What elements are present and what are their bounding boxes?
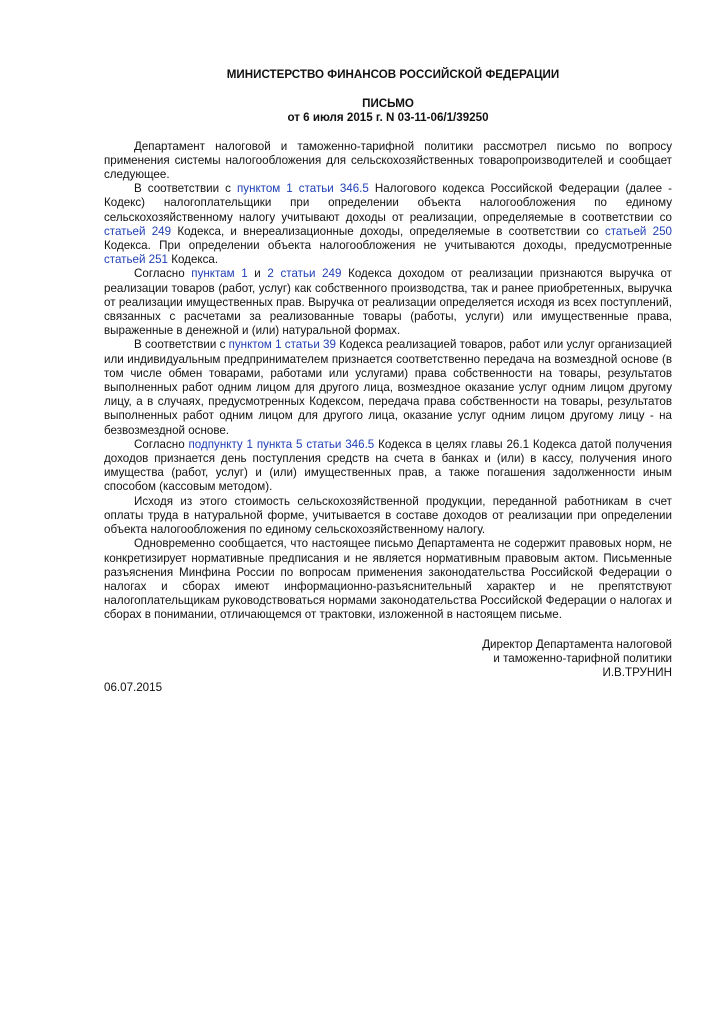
link-article-250[interactable]: статьей 250: [604, 224, 672, 238]
document-date-number: от 6 июля 2015 г. N 03-11-06/1/39250: [287, 111, 489, 125]
document-type: ПИСЬМО: [362, 97, 414, 111]
paragraph-text: Кодекса в целях главы 26.1 Кодекса датой получения доходов признается день поступления средств на счета в банках и (или) в кассу, получения иного имущества (работ, услуг) и (или) имущественных прав, а также погашения задолженности иным способом (кассовым методом).: [104, 437, 672, 494]
paragraph-text: В соответствии с: [134, 338, 229, 352]
paragraph-text: Налогового кодекса Российской Федерации (далее - Кодекс) налогоплательщики при определении объекта налогообложения по единому сельскохозяйственному налогу учитывают доходы от реализации, определяемые в соответствии со: [104, 182, 673, 224]
signature-name: И.В.ТРУНИН: [602, 665, 672, 679]
link-point-2-article-249[interactable]: 2 статьи 249: [267, 267, 342, 281]
paragraph-subpoint-346-5: [104, 438, 672, 495]
paragraph-text: Кодекса.: [168, 253, 219, 267]
paragraph-text: Кодекса, и внереализационные доходы, определяемые в соответствии со: [171, 224, 605, 238]
link-points-1[interactable]: пунктам 1: [191, 267, 248, 281]
paragraph-disclaimer: Одновременно сообщается, что настоящее письмо Департамента не содержит правовых норм, не конкретизирует нормативные предписания и не является нормативным правовым актом. Письменные разъяснения Минфина России по вопросам применения законодательства Российской Федерации о налогах и сборах имеют информационно-разъяснительный характер и не препятствуют налогоплательщикам руководствоваться нормами законодательства Российской Федерации о налогах и сборах в понимании, отличающемся от трактовки, изложенной в настоящем письме.: [104, 537, 672, 622]
ministry-title: МИНИСТЕРСТВО ФИНАНСОВ РОССИЙСКОЙ ФЕДЕРАЦИИ: [226, 68, 560, 81]
paragraph-conclusion: Исходя из этого стоимость сельскохозяйственной продукции, переданной работникам в счет оплаты труда в натуральной форме, учитывается в составе доходов от реализации при определении объекта налогообложения по единому сельскохозяйственному налогу.: [104, 494, 672, 537]
document-page: [104, 68, 672, 695]
paragraph-text: Кодекса доходом от реализации признаются выручка от реализации товаров (работ, услуг) как собственного производства, так и ранее приобретенных, выручка от реализации имущественных прав. Выручка от реализации определяется исходя из всех поступлений, связанных с расчетами за реализованные товары (работы, услуги) или имущественные права, выраженные в денежной и (или) натуральной формах.: [104, 267, 672, 338]
footer-date: 06.07.2015: [104, 681, 163, 695]
link-subpoint-1-point-5-article-346-5[interactable]: подпункту 1 пункта 5 статьи 346.5: [188, 437, 375, 451]
link-point-1-article-346-5[interactable]: пунктом 1 статьи 346.5: [237, 182, 369, 196]
paragraph-article-346-5: [104, 182, 672, 267]
signature-position-line2: и таможенно-тарифной политики: [493, 651, 672, 665]
paragraph-text: Кодекса. При определении объекта налогообложения не учитываются доходы, предусмотренные: [104, 239, 672, 253]
paragraph-article-39: [104, 338, 672, 437]
paragraph-text: Согласно: [134, 437, 189, 451]
link-article-251[interactable]: статьей 251: [104, 253, 169, 267]
link-article-249[interactable]: статьей 249: [104, 224, 172, 238]
signature-position-line1: Директор Департамента налоговой: [482, 637, 672, 651]
paragraph-text: Согласно: [134, 267, 192, 281]
paragraph-text: и: [247, 267, 268, 281]
paragraph-text: Кодекса реализацией товаров, работ или услуг организацией или индивидуальным предпринимателем признается соответственно передача на возмездной основе (в том числе обмен товарами, работами или услугами) права собственности на товары, результатов выполненных работ одним лицом для другого лица, возмездное оказание услуг одним лицом другому лицу, а в случаях, предусмотренных Кодексом, передача права собственности на товары, результатов выполненных работ одним лицом для другого лица, оказание услуг одним лицом другому лицу - на безвозмездной основе.: [104, 338, 672, 437]
paragraph-intro: Департамент налоговой и таможенно-тарифной политики рассмотрел письмо по вопросу применения системы налогообложения для сельскохозяйственных товаропроизводителей и сообщает следующее.: [104, 139, 672, 182]
signature-block: [104, 638, 672, 681]
link-point-1-article-39[interactable]: пунктом 1 статьи 39: [228, 338, 336, 352]
paragraph-text: В соответствии с: [134, 182, 237, 196]
paragraph-article-249: [104, 267, 672, 338]
